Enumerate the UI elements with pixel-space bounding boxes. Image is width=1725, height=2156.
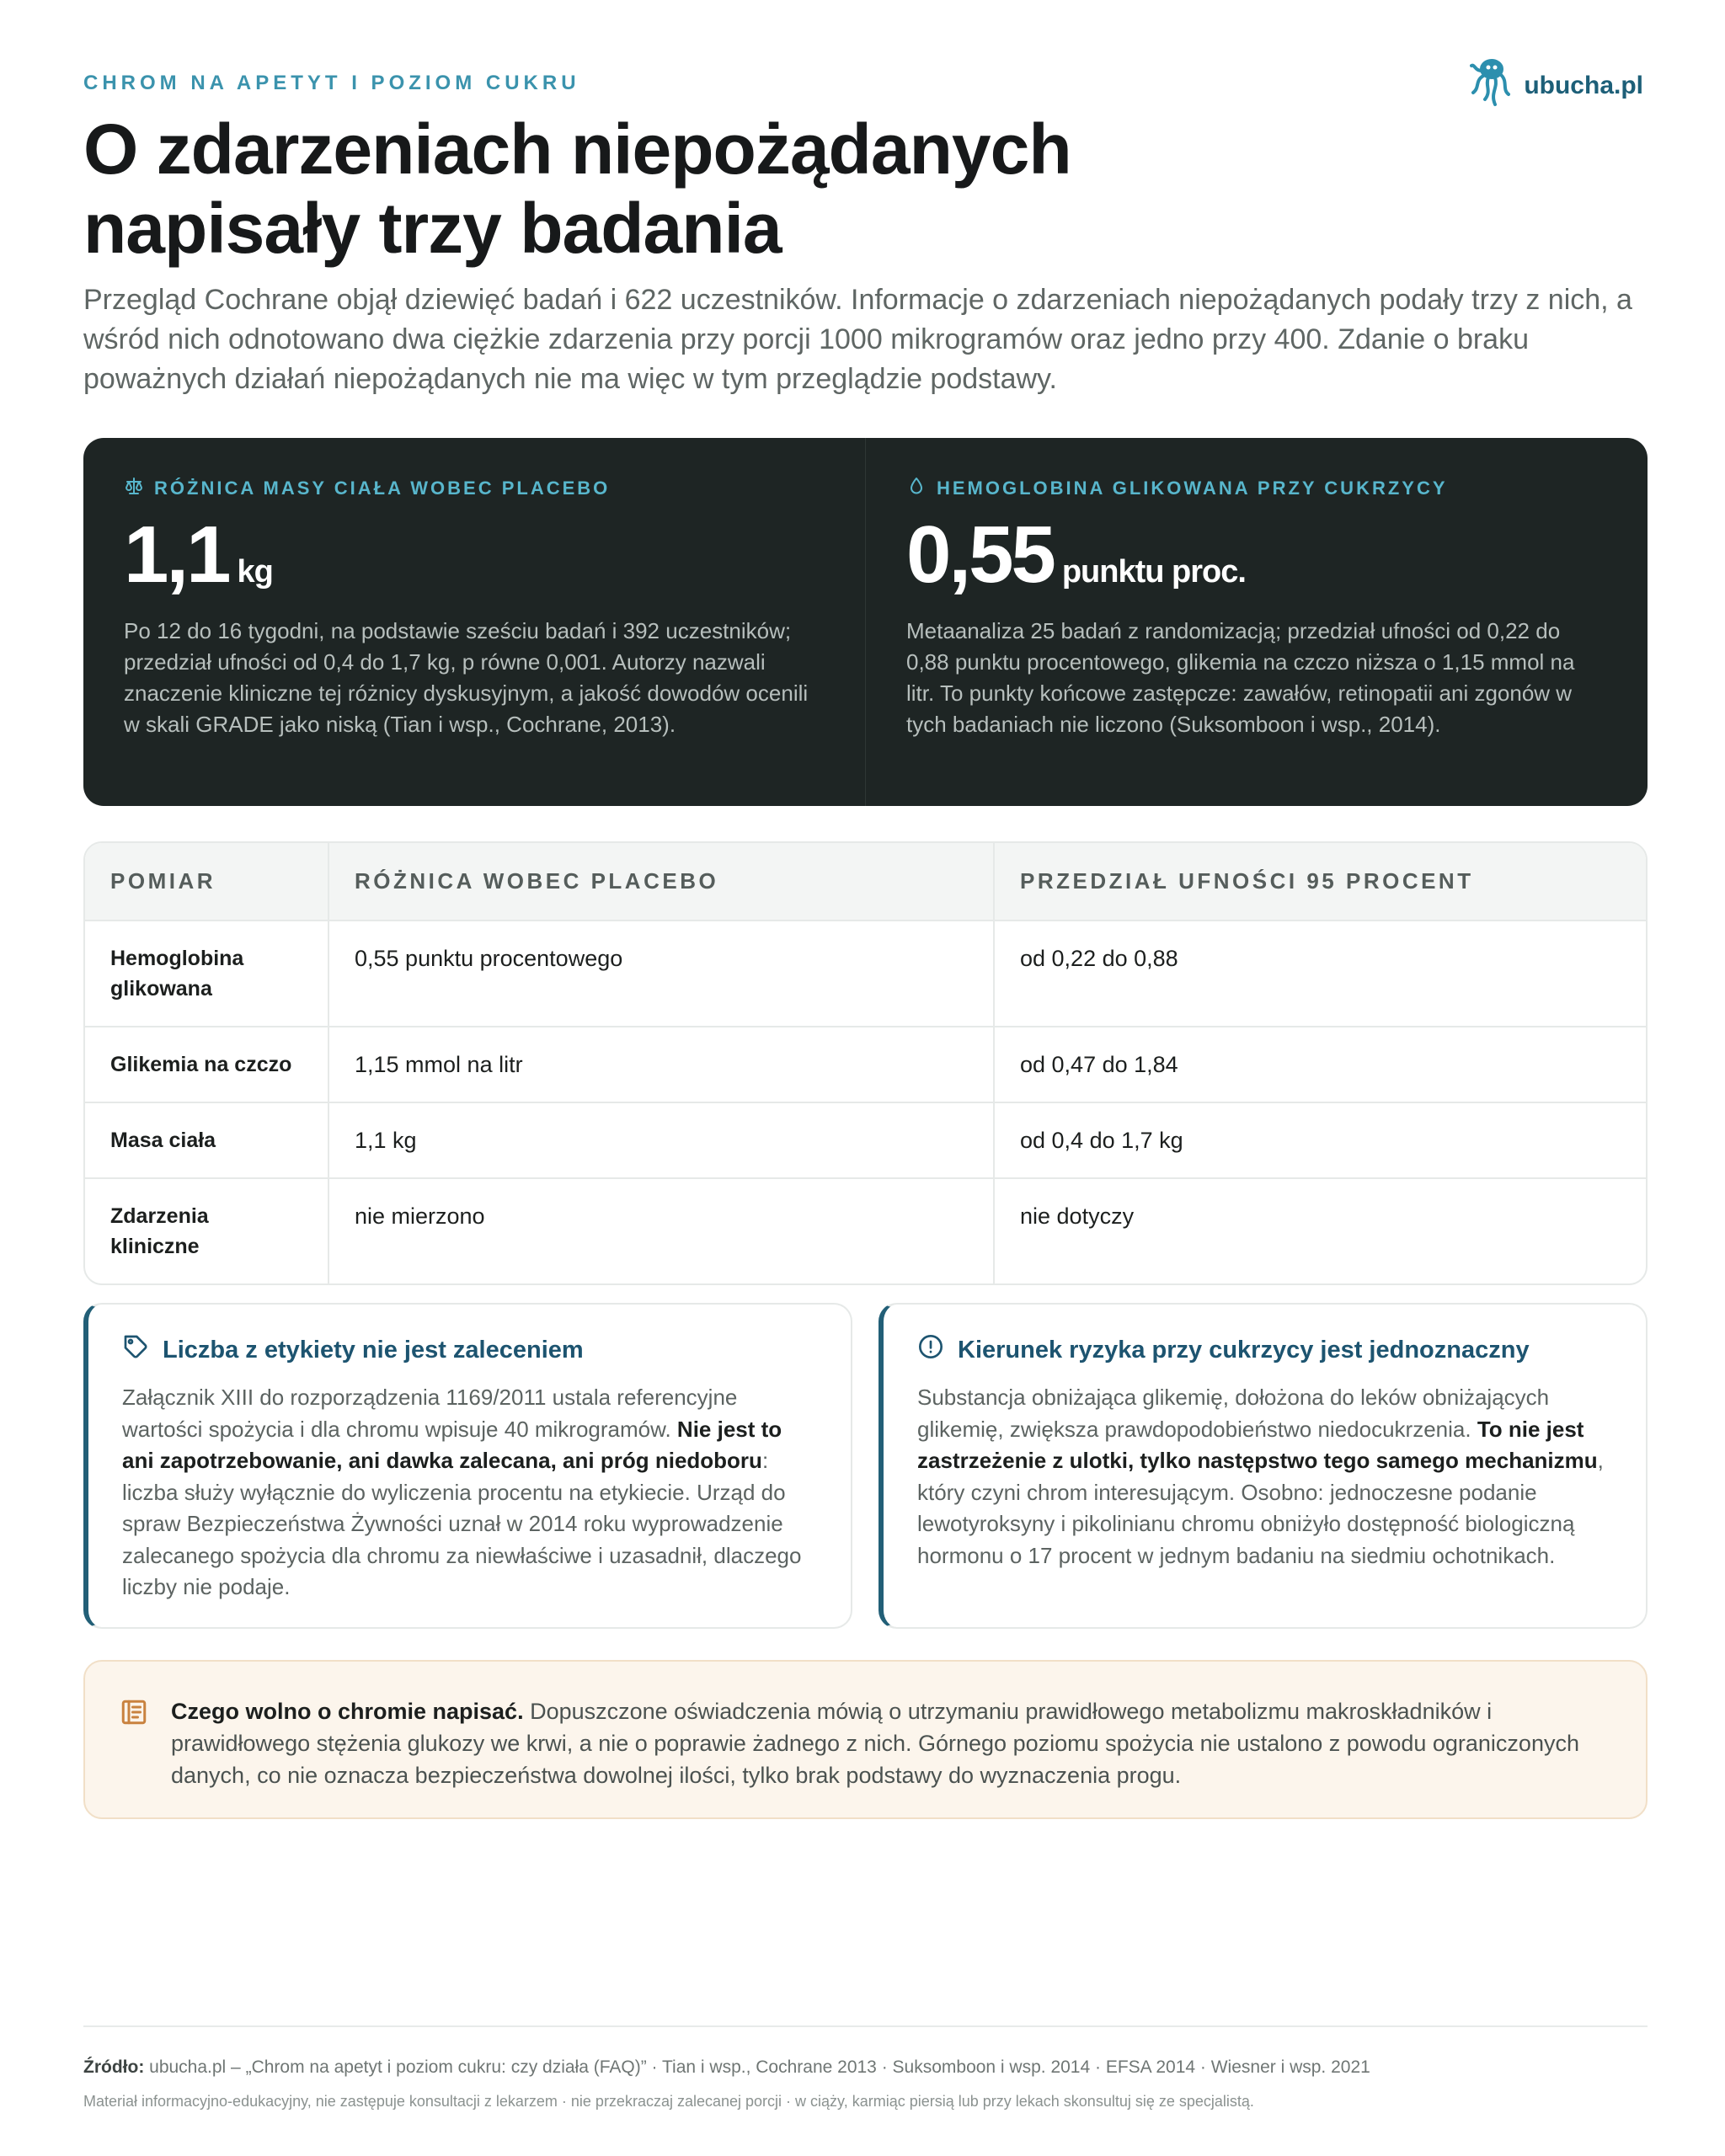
disclaimer: Materiał informacyjno-edukacyjny, nie zastępuje konsultacji z lekarzem · nie przekraczaj zalecanej porcji · w ciąży, karmiąc piersią lub przy lekach skonsultuj się ze specjalistą.: [83, 2093, 1254, 2110]
table-cell: nie mierzono: [328, 1178, 994, 1283]
column-header: PRZEDZIAŁ UFNOŚCI 95 PROCENT: [994, 843, 1646, 921]
stat-unit: kg: [237, 554, 273, 590]
footer-divider: [83, 2025, 1648, 2027]
column-header: RÓŻNICA WOBEC PLACEBO: [328, 843, 994, 921]
row-label: Hemoglobina glikowana: [85, 921, 328, 1027]
source-line: Źródło: ubucha.pl – „Chrom na apetyt i poziom cukru: czy działa (FAQ)” · Tian i wsp., Cochrane 2013 · Suksomboon i wsp. 2014 · EFSA 2014 · Wiesner i wsp. 2021: [83, 2057, 1370, 2077]
lead-paragraph: Przegląd Cochrane objął dziewięć badań i 622 uczestników. Informacje o zdarzeniach niepożądanych podały trzy z nich, a wśród nich odnotowano dwa ciężkie zdarzenia przy porcji 1000 mikrogramów oraz jedno przy 400. Zdanie o braku poważnych działań niepożądanych nie ma więc w tym przeglądzie podstawy.: [83, 284, 1632, 395]
table-cell: nie dotyczy: [994, 1178, 1646, 1283]
drop-icon: [906, 476, 927, 501]
column-header: POMIAR: [85, 843, 328, 921]
claims-note: [83, 1660, 1648, 1819]
row-label: Masa ciała: [85, 1102, 328, 1178]
table-cell: 1,15 mmol na litr: [328, 1027, 994, 1102]
alert-circle-icon: [917, 1333, 944, 1367]
card-text: Załącznik XIII do rozporządzenia 1169/2011 ustala referencyjne wartości spożycia i dla chromu wpisuje 40 mikrogramów. Nie jest to ani zapotrzebowanie, ani dawka zalecana, ani próg niedoboru: liczba służy wyłącznie do wyliczenia procentu na etykiecie. Urząd do spraw Bezpieczeństwa Żywności uznał w 2014 roku wyprowadzenie zalecanego spożycia dla chromu za niewłaściwe i uzasadnił, dlaczego liczby nie podaje.: [122, 1385, 802, 1599]
stat-label: HEMOGLOBINA GLIKOWANA PRZY CUKRZYCY: [937, 478, 1448, 499]
document-icon: [119, 1697, 149, 1817]
table-header-row: [85, 843, 1646, 921]
table-row: [85, 1102, 1646, 1178]
card-title: Kierunek ryzyka przy cukrzycy jest jednoznaczny: [958, 1336, 1530, 1364]
card-title: Liczba z etykiety nie jest zaleceniem: [163, 1336, 584, 1364]
key-stats-panel: [83, 438, 1648, 806]
table-row: [85, 1178, 1646, 1283]
results-table: [83, 841, 1648, 1285]
stat-value: 0,55: [906, 510, 1054, 600]
stat-weight: [83, 438, 865, 806]
brand-logo[interactable]: [1470, 56, 1643, 115]
info-card-risk: [879, 1303, 1648, 1629]
table-cell: od 0,22 do 0,88: [994, 921, 1646, 1027]
tag-icon: [122, 1333, 149, 1367]
stat-label: RÓŻNICA MASY CIAŁA WOBEC PLACEBO: [154, 478, 611, 499]
stat-description: Metaanaliza 25 badań z randomizacją; przedział ufności od 0,22 do 0,88 punktu procentowego, glikemia na czczo niższa o 1,15 mmol na litr. To punkty końcowe zastępcze: zawałów, retinopatii ani zgonów w tych badaniach nie liczono (Suksomboon i wsp., 2014).: [906, 618, 1575, 737]
row-label: Zdarzenia kliniczne: [85, 1178, 328, 1283]
scale-icon: [124, 476, 144, 501]
stat-description: Po 12 do 16 tygodni, na podstawie sześciu badań i 392 uczestników; przedział ufności od 0,4 do 1,7 kg, p równe 0,001. Autorzy nazwali znaczenie kliniczne tej różnicy dyskusyjnym, a jakość dowodów ocenili w skali GRADE jako niską (Tian i wsp., Cochrane, 2013).: [124, 618, 809, 737]
card-text: Substancja obniżająca glikemię, dołożona do leków obniżających glikemię, zwiększa prawdopodobieństwo niedocukrzenia. To nie jest zastrzeżenie z ulotki, tylko następstwo tego samego mechanizmu, który czyni chrom interesującym. Osobno: jednoczesne podanie lewotyroksyny i pikolinianu chromu obniżyło dostępność biologiczną hormonu o 17 procent w jednym badaniu na siedmiu ochotnikach.: [917, 1385, 1604, 1568]
table-cell: 1,1 kg: [328, 1102, 994, 1178]
stat-hba1c: [865, 438, 1648, 806]
octopus-logo-icon: [1470, 56, 1512, 115]
row-label: Glikemia na czczo: [85, 1027, 328, 1102]
brand-name: ubucha.pl: [1524, 71, 1643, 99]
table-cell: 0,55 punktu procentowego: [328, 921, 994, 1027]
table-cell: od 0,4 do 1,7 kg: [994, 1102, 1646, 1178]
table-row: [85, 1027, 1646, 1102]
note-text: Czego wolno o chromie napisać. Dopuszczone oświadczenia mówią o utrzymaniu prawidłowego metabolizmu makroskładników i prawidłowego stężenia glukozy we krwi, a nie o poprawie żadnego z nich. Górnego poziomu spożycia nie ustalono z powodu ograniczonych danych, co nie oznacza bezpieczeństwa dowolnej ilości, tylko brak podstawy do wyznaczenia progu.: [171, 1699, 1579, 1788]
page-title: O zdarzeniach niepożądanych napisały trzy badania: [83, 109, 1071, 268]
stat-value: 1,1: [124, 510, 229, 600]
table-row: [85, 921, 1646, 1027]
stat-unit: punktu proc.: [1061, 554, 1246, 590]
table-cell: od 0,47 do 1,84: [994, 1027, 1646, 1102]
eyebrow: CHROM NA APETYT I POZIOM CUKRU: [83, 72, 580, 94]
info-card-label-value: [83, 1303, 852, 1629]
